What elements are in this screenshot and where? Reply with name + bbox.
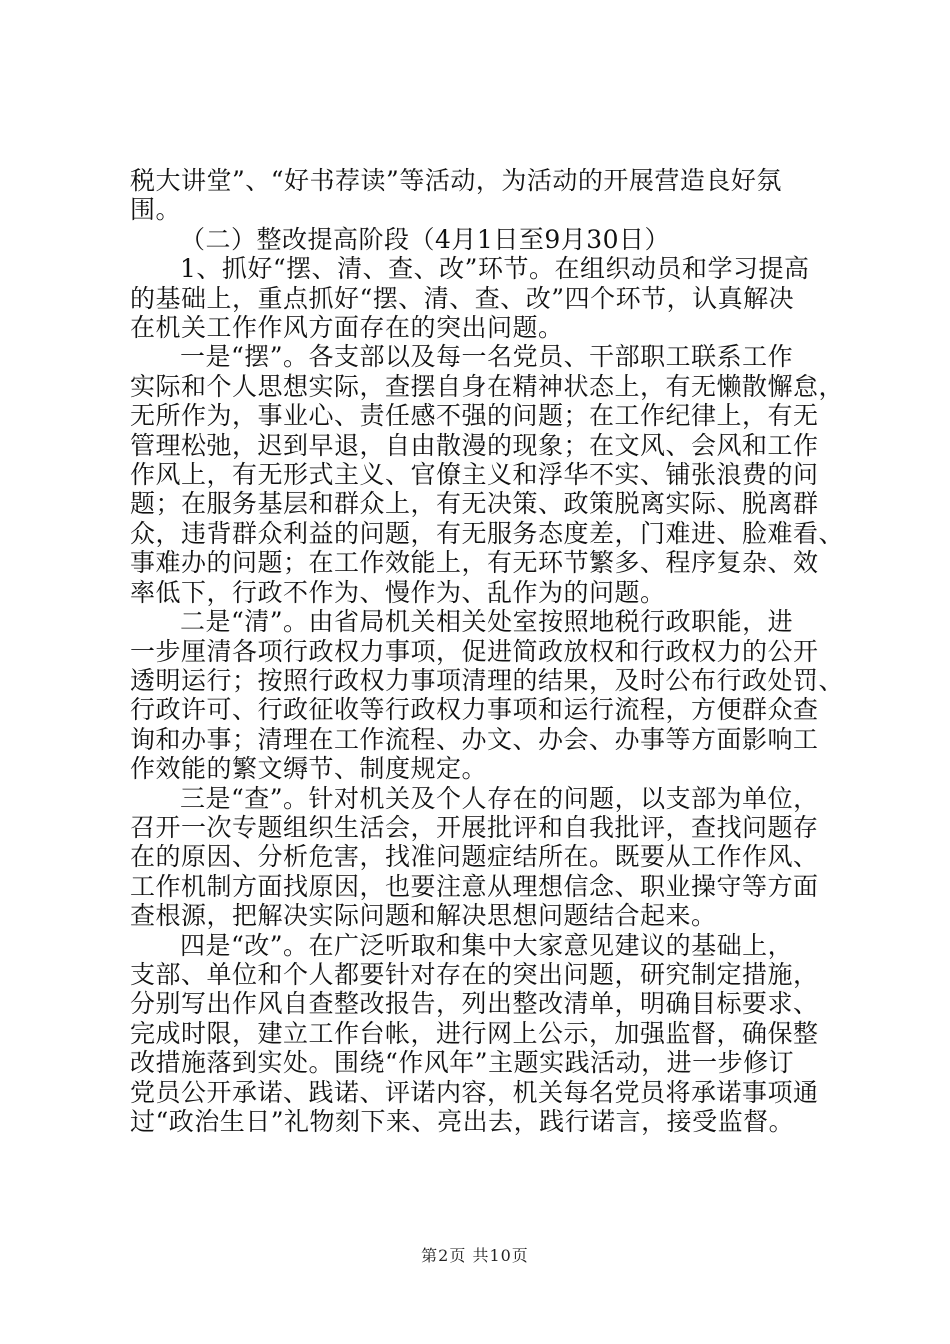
text-line: 众，违背群众利益的问题，有无服务态度差，门难进、脸难看、 xyxy=(130,518,845,548)
text-line: 党员公开承诺、践诺、评诺内容，机关每名党员将承诺事项通 xyxy=(130,1077,819,1107)
text-line: 支部、单位和个人都要针对存在的突出问题，研究制定措施， xyxy=(130,959,819,989)
text-line: 在机关工作作风方面存在的突出问题。 xyxy=(130,313,564,343)
text-line: 在的原因、分析危害，找准问题症结所在。既要从工作作风、 xyxy=(130,842,819,872)
text-line: 完成时限，建立工作台帐，进行网上公示，加强监督，确保整 xyxy=(130,1018,819,1048)
text-line: 查根源，把解决实际问题和解决思想问题结合起来。 xyxy=(130,901,717,931)
text-line: 召开一次专题组织生活会，开展批评和自我批评，查找问题存 xyxy=(130,812,819,842)
text-line: 围。 xyxy=(130,195,182,225)
text-line: 二是“清”。由省局机关相关处室按照地税行政职能，进 xyxy=(180,607,794,637)
section-heading: （二）整改提高阶段（4月1日至9月30日） xyxy=(180,224,671,254)
text-line: 行政许可、行政征收等行政权力事项和运行流程，方便群众查 xyxy=(130,695,819,725)
text-line: 管理松弛，迟到早退，自由散漫的现象；在文风、会风和工作 xyxy=(130,430,819,460)
text-line: 透明运行；按照行政权力事项清理的结果，及时公布行政处罚、 xyxy=(130,665,845,695)
text-line: 三是“查”。针对机关及个人存在的问题，以支部为单位， xyxy=(180,783,819,813)
text-line: 四是“改”。在广泛听取和集中大家意见建议的基础上， xyxy=(180,930,794,960)
text-line: 税大讲堂”、“好书荐读”等活动，为活动的开展营造良好氛 xyxy=(130,166,782,195)
text-line: 1、抓好“摆、清、查、改”环节。在组织动员和学习提高 xyxy=(180,254,810,284)
text-line: 作风上，有无形式主义、官僚主义和浮华不实、铺张浪费的问 xyxy=(130,460,819,490)
text-line: 过“政治生日”礼物刻下来、亮出去，践行诺言，接受监督。 xyxy=(130,1107,795,1136)
text-line: 无所作为，事业心、责任感不强的问题；在工作纪律上，有无 xyxy=(130,401,819,431)
text-line: 一是“摆”。各支部以及每一名党员、干部职工联系工作 xyxy=(180,342,794,372)
text-line: 作效能的繁文缛节、制度规定。 xyxy=(130,754,488,784)
text-line: 率低下，行政不作为、慢作为、乱作为的问题。 xyxy=(130,577,666,607)
text-line: 询和办事；清理在工作流程、办文、办会、办事等方面影响工 xyxy=(130,724,819,754)
text-line: 的基础上，重点抓好“摆、清、查、改”四个环节，认真解决 xyxy=(130,283,795,313)
text-line: 工作机制方面找原因，也要注意从理想信念、职业操守等方面 xyxy=(130,871,819,901)
document-body xyxy=(130,166,845,1136)
page-number-footer: 第2页 共10页 xyxy=(421,1246,529,1265)
text-line: 改措施落到实处。围绕“作风年”主题实践活动，进一步修订 xyxy=(130,1048,795,1078)
text-line: 分别写出作风自查整改报告，列出整改清单，明确目标要求、 xyxy=(130,989,819,1019)
text-line: 事难办的问题；在工作效能上，有无环节繁多、程序复杂、效 xyxy=(130,548,819,578)
text-line: 一步厘清各项行政权力事项，促进简政放权和行政权力的公开 xyxy=(130,636,819,666)
text-line: 实际和个人思想实际，查摆自身在精神状态上，有无懒散懈怠， xyxy=(130,371,845,401)
text-line: 题；在服务基层和群众上，有无决策、政策脱离实际、脱离群 xyxy=(130,489,819,519)
